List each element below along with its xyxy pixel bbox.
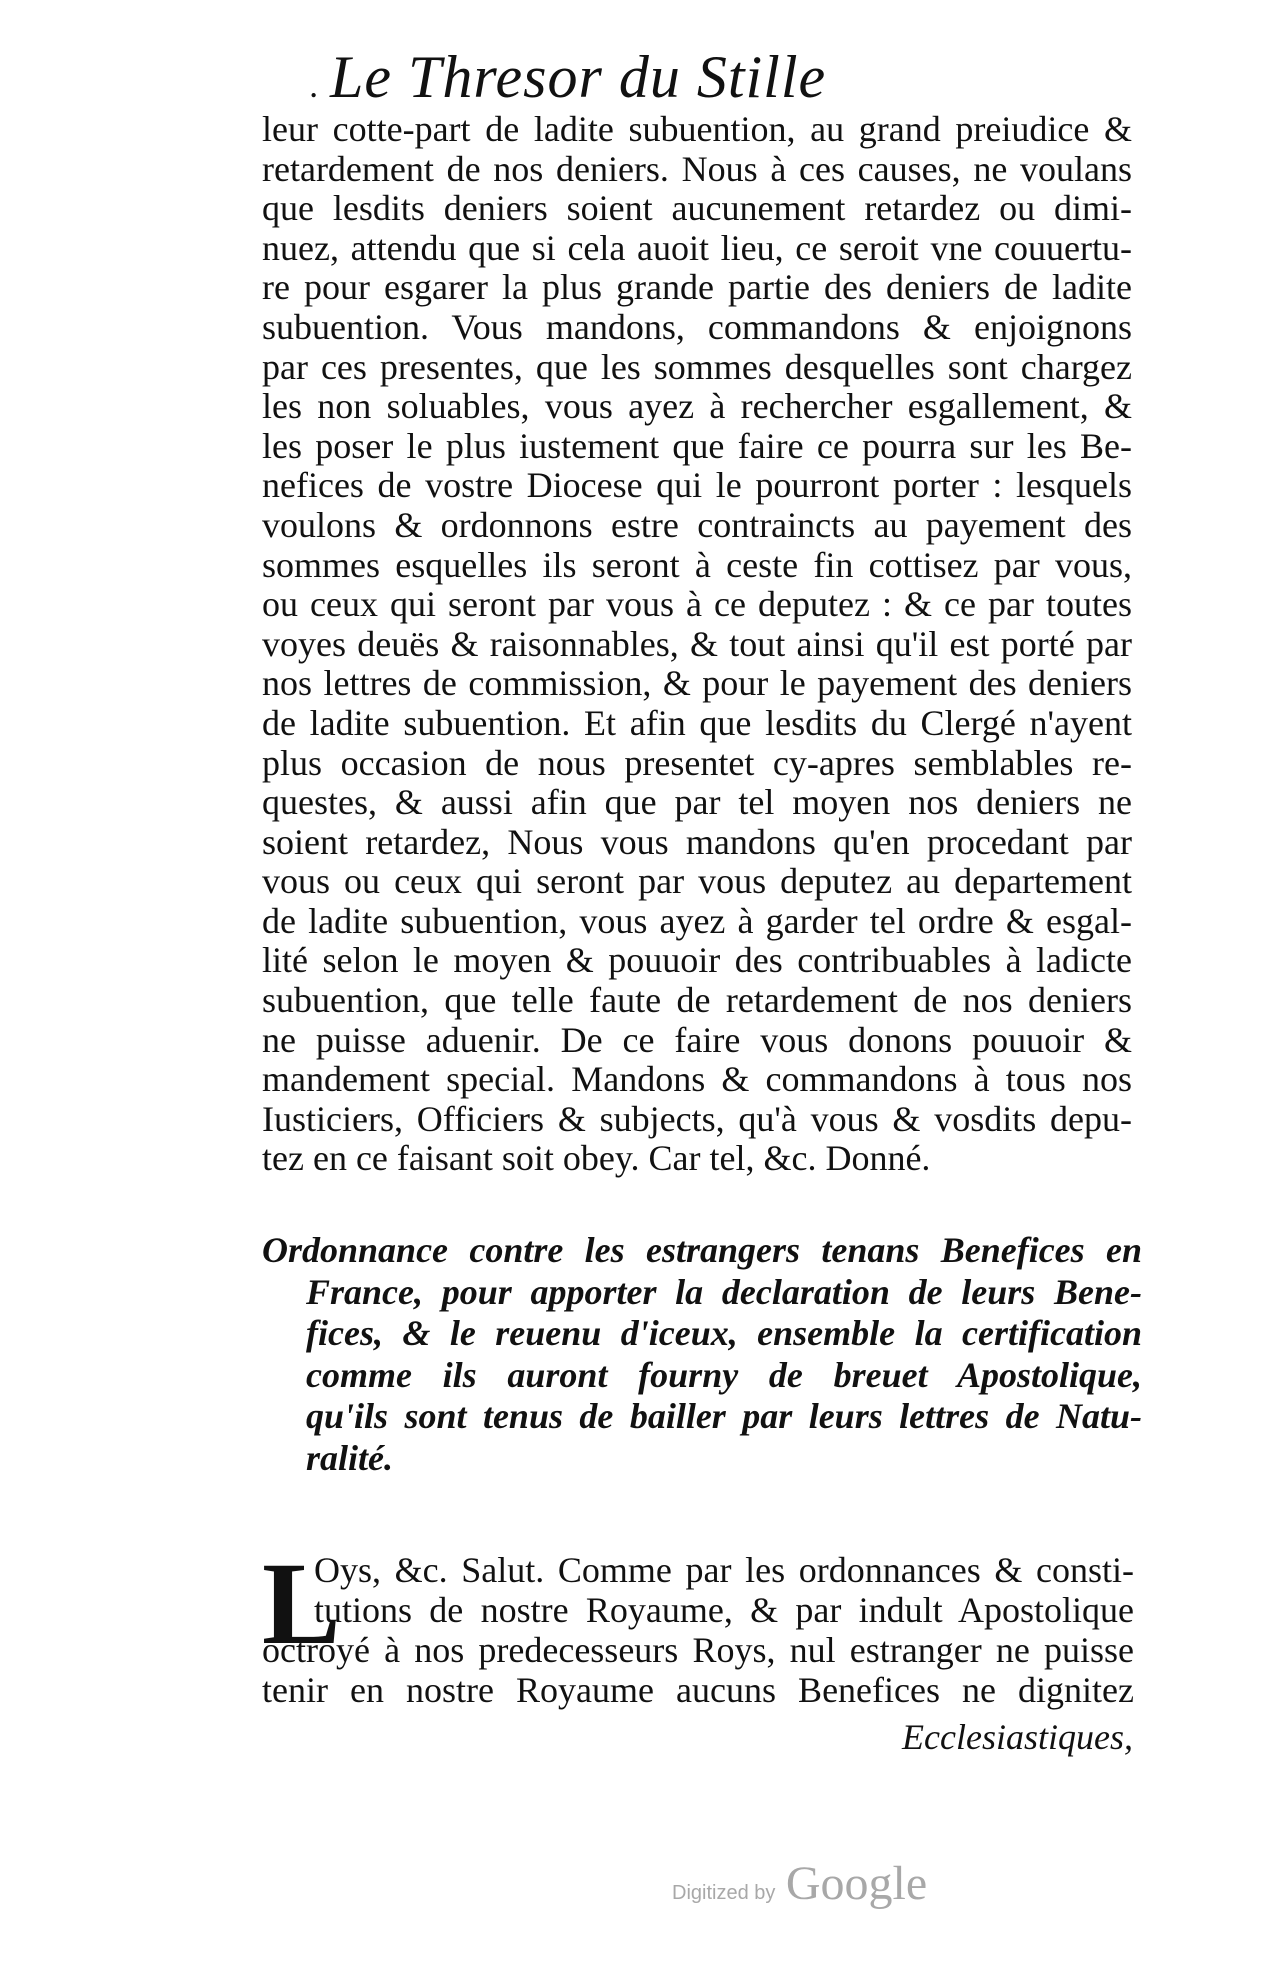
watermark-prefix: Digitized by — [672, 1882, 776, 1904]
text-line: de ladite subuention, vous ayez à garder tel ordre & esgal- — [262, 900, 1132, 941]
header-ornament: . — [310, 65, 320, 105]
text-line: que lesdits deniers soient aucunement retardez ou dimi- — [262, 188, 1132, 229]
text-line: de ladite subuention. Et afin que lesdits du Clergé n'ayent — [262, 702, 1132, 743]
running-header — [310, 42, 970, 112]
text-line: subuention, que telle faute de retardement de nos deniers — [262, 980, 1132, 1021]
text-line: voulons & ordonnons estre contraincts au payement des — [262, 504, 1132, 545]
text-line: vous ou ceux qui seront par vous deputez au departement — [262, 861, 1132, 902]
text-line: tutions de nostre Royaume, & par indult Apostolique — [314, 1590, 1134, 1630]
text-line: lité selon le moyen & pouuoir des contribuables à ladicte — [262, 940, 1132, 981]
text-line: plus occasion de nous presentet cy-apres semblables re- — [262, 742, 1132, 783]
text-line: voyes deuës & raisonnables, & tout ainsi qu'il est porté par — [262, 623, 1132, 664]
running-title: Le Thresor du Stille — [330, 44, 827, 110]
text-line: subuention. Vous mandons, commandons & enjoignons — [262, 306, 1132, 347]
heading-line: comme ils auront fourny de breuet Apostolique, — [306, 1354, 1142, 1395]
text-line: questes, & aussi afin que par tel moyen nos deniers ne — [262, 782, 1132, 823]
text-line: leur cotte-part de ladite subuention, au grand preiudice & — [262, 109, 1132, 149]
heading-line: fices, & le reuenu d'iceux, ensemble la certification — [306, 1313, 1142, 1353]
text-line: nefices de vostre Diocese qui le pourront porter : lesquels — [262, 465, 1132, 506]
heading-line: Ordonnance contre les estrangers tenans Benefices en — [262, 1230, 1142, 1270]
ordonnance-heading — [262, 1230, 1142, 1479]
text-line: par ces presentes, que les sommes desquelles sont chargez — [262, 346, 1132, 387]
text-line: tez en ce faisant soit obey. Car tel, &c. Donné. — [262, 1138, 931, 1179]
text-line: mandement special. Mandons & commandons à tous nos — [262, 1059, 1132, 1100]
text-line: Oys, &c. Salut. Comme par les ordonnances & consti- — [314, 1550, 1134, 1590]
text-line: sommes esquelles ils seront à ceste fin cottisez par vous, — [262, 544, 1132, 585]
text-line: tenir en nostre Royaume aucuns Benefices ne dignitez — [262, 1670, 1134, 1710]
watermark-brand: Google — [785, 1857, 928, 1910]
text-line: re pour esgarer la plus grande partie des deniers de ladite — [262, 267, 1132, 308]
drop-cap: L — [262, 1538, 341, 1669]
text-line: nuez, attendu que si cela auoit lieu, ce seroit vne couuertu- — [262, 227, 1132, 268]
text-line: les poser le plus iustement que faire ce pourra sur les Be- — [262, 425, 1132, 466]
text-line: retardement de nos deniers. Nous à ces causes, ne voulans — [262, 148, 1132, 189]
text-line: nos lettres de commission, & pour le payement des deniers — [262, 663, 1132, 704]
heading-line: qu'ils sont tenus de bailler par leurs lettres de Natu- — [306, 1396, 1142, 1436]
salut-paragraph — [262, 1538, 1134, 1710]
text-line: octroyé à nos predecesseurs Roys, nul estranger ne puisse — [262, 1630, 1134, 1670]
text-line: ne puisse aduenir. De ce faire vous donons pouuoir & — [262, 1019, 1132, 1060]
text-line: soient retardez, Nous vous mandons qu'en procedant par — [262, 821, 1132, 862]
text-line: ou ceux qui seront par vous à ce deputez : & ce par toutes — [262, 584, 1132, 625]
text-line: les non soluables, vous ayez à rechercher esgallement, & — [262, 386, 1132, 427]
digitized-watermark — [672, 1856, 927, 1911]
heading-line: ralité. — [306, 1437, 393, 1478]
catchword: Ecclesiastiques, — [902, 1717, 1133, 1757]
heading-line: France, pour apporter la declaration de leurs Bene- — [306, 1271, 1142, 1312]
main-text-block — [262, 110, 1132, 1179]
text-line: Iusticiers, Officiers & subjects, qu'à vous & vosdits depu- — [262, 1098, 1132, 1139]
